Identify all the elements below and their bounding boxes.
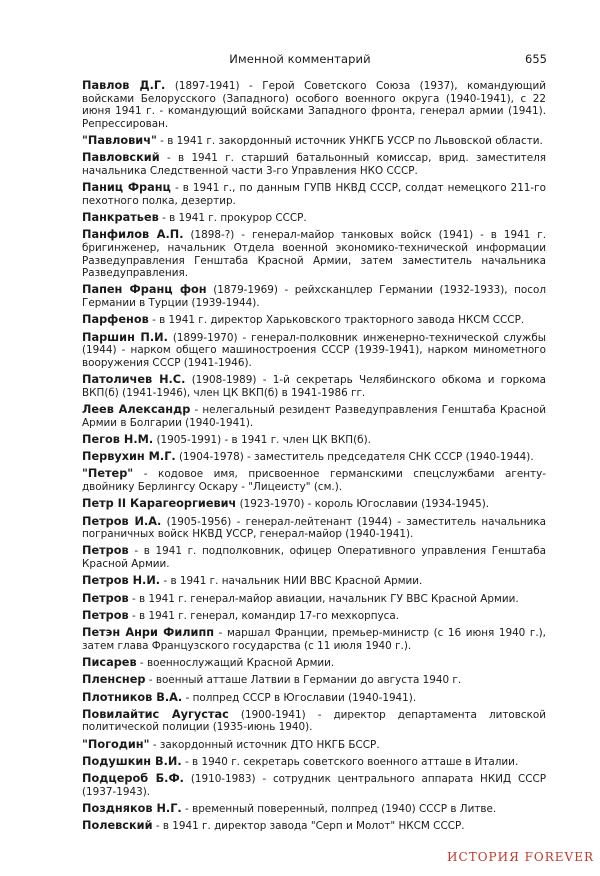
entry-name: "Погодин": [82, 737, 150, 751]
entry-name: Петров Н.И.: [82, 574, 161, 588]
commentary-entry: [82, 434, 546, 447]
entry-text: - в 1941 г. директор завода "Серп и Молот" НКСМ СССР.: [155, 820, 465, 833]
commentary-entry: [82, 374, 546, 399]
entry-name: Леев Александр: [82, 402, 191, 416]
entry-text: - в 1941 г. директор Харьковского тракторного завода НКСМ СССР.: [152, 314, 525, 327]
commentary-entry: [82, 451, 546, 464]
entry-name: "Петер": [82, 467, 134, 481]
commentary-entry: [82, 404, 546, 429]
commentary-entry: [82, 284, 546, 309]
entry-name: Петров: [82, 608, 129, 622]
commentary-entry: [82, 516, 546, 541]
site-watermark: ИСТОРИЯ FOREVER: [447, 850, 594, 864]
page-header: [0, 52, 600, 70]
commentary-entry: [82, 332, 546, 370]
entry-name: Паршин П.И.: [82, 330, 168, 344]
commentary-entry: [82, 575, 546, 588]
commentary-entry: [82, 314, 546, 327]
commentary-entry: [82, 627, 546, 652]
entry-text: (1900-1941) - директор департамента литовской политической полиции (1935-июнь 1940).: [82, 708, 546, 734]
commentary-entry: [82, 756, 546, 769]
entry-text: - в 1941 г. подполковник, офицер Оперативного управления Генштаба Красной Армии.: [82, 545, 546, 570]
entry-text: - в 1941 г., по данным ГУПВ НКВД СССР, солдат немецкого 211-го пехотного полка, дезертир.: [82, 182, 546, 207]
commentary-entry: [82, 498, 546, 511]
page-number: 655: [525, 52, 547, 66]
entry-name: Первухин М.Г.: [82, 450, 176, 464]
entry-text: - временный поверенный, полпред (1940) СССР в Литве.: [185, 803, 497, 816]
entry-text: - в 1941 г. генерал-майор авиации, начальник ГУ ВВС Красной Армии.: [131, 592, 519, 605]
entry-name: Повилайтис Аугустас: [82, 707, 229, 721]
commentary-entry: [82, 152, 546, 177]
entry-text: (1898-?) - генерал-майор танковых войск (1941) - в 1941 г. бригинженер, начальник Отдела военной экономико-технической информации Разведуправления Генштаба Красной Армии, затем заместитель начальника Разведуправления.: [82, 229, 546, 280]
entry-text: (1905-1956) - генерал-лейтенант (1944) - заместитель начальника пограничных войск НКВД УССР, генерал-майор (1940-1941).: [82, 515, 547, 541]
entry-text: - нелегальный резидент Разведуправления Генштаба Красной Армии в Болгарии (1940-1941).: [82, 403, 546, 429]
entry-text: - в 1941 г. начальник НИИ ВВС Красной Армии.: [163, 575, 423, 588]
entry-name: Плотников В.А.: [82, 690, 183, 704]
entry-text: (1923-1970) - король Югославии (1934-1945).: [239, 498, 490, 511]
entry-text: (1905-1991) - в 1941 г. член ЦК ВКП(б).: [156, 433, 371, 446]
entry-text: (1899-1970) - генерал-полковник инженерно-технической службы (1944) - нарком общего машиностроения СССР (1939-1941), нарком минометного вооружения СССР (1941-1946).: [82, 331, 546, 369]
entry-name: Папен Франц фон: [82, 283, 207, 297]
commentary-entry: [82, 545, 546, 570]
commentary-entry: [82, 657, 546, 670]
commentary-entry: [82, 610, 546, 623]
entry-name: Полевский: [82, 819, 153, 833]
entry-name: Пегов Н.М.: [82, 432, 154, 446]
commentary-entry: [82, 773, 546, 798]
entry-text: (1879-1969) - рейхсканцлер Германии (1932-1933), посол Германии в Турции (1939-1944).: [82, 284, 546, 310]
entry-name: Панкратьев: [82, 211, 159, 225]
commentary-entry: [82, 593, 546, 606]
entry-text: - в 1941 г. генерал, командир 17-го мехкорпуса.: [131, 609, 400, 622]
entry-name: Паниц Франц: [82, 181, 171, 195]
commentary-entry: [82, 820, 546, 833]
commentary-entry: [82, 674, 546, 687]
entry-text: - кодовое имя, присвоенное германскими спецслужбами агенту-двойнику Берлингсу Оскару - "Лицеисту" (см.).: [82, 468, 546, 493]
running-title: Именной комментарий: [229, 52, 371, 66]
entry-text: - полпред СССР в Югославии (1940-1941).: [185, 691, 417, 704]
entry-text: - маршал Франции, премьер-министр (с 16 июня 1940 г.), затем глава Французского государства (с 11 июля 1940 г.).: [82, 627, 546, 652]
entry-text: - в 1941 г. закордонный источник УНКГБ УССР по Львовской области.: [160, 135, 543, 148]
entry-text: - в 1941 г. прокурор СССР.: [162, 212, 307, 225]
entry-name: "Павлович": [82, 134, 157, 148]
entry-text: (1897-1941) - Герой Советского Союза (1937), командующий войсками Белорусского (Западного) особого военного округа (1940-1941), с 22 июня 1941 г. - командующий войсками Западного фронта, генерал армии (1941). Репрессирован.: [82, 80, 547, 130]
commentary-entry: [82, 692, 546, 705]
entry-name: Петр II Карагеоргиевич: [82, 497, 237, 511]
entry-text: (1910-1983) - сотрудник центрального аппарата НКИД СССР (1937-1943).: [82, 773, 546, 798]
entry-name: Петров: [82, 591, 129, 605]
entry-name: Петров: [82, 544, 129, 558]
entry-text: - в 1940 г. секретарь советского военного атташе в Италии.: [184, 756, 519, 768]
commentary-entry: [82, 182, 546, 207]
commentary-entry: [82, 135, 546, 148]
entry-text: - военный атташе Латвии в Германии до августа 1940 г.: [148, 674, 462, 687]
entry-text: (1908-1989) - 1-й секретарь Челябинского обкома и горкома ВКП(б) (1941-1946), член ЦК ВКП(б) в 1941-1986 гг.: [82, 374, 546, 399]
commentary-entry: [82, 739, 546, 752]
entry-name: Панфилов А.П.: [82, 228, 184, 242]
commentary-entry: [82, 709, 546, 734]
commentary-entry: [82, 229, 546, 279]
entry-name: Подушкин В.И.: [82, 755, 182, 768]
entry-text: (1904-1978) - заместитель председателя СНК СССР (1940-1944).: [179, 451, 534, 464]
entry-name: Петэн Анри Филипп: [82, 626, 215, 640]
entry-name: Подцероб Б.Ф.: [82, 772, 184, 786]
entry-name: Писарев: [82, 656, 137, 669]
entry-name: Павловский: [82, 151, 160, 165]
commentary-entry: [82, 468, 546, 493]
commentary-entry: [82, 212, 546, 225]
entry-name: Патоличев Н.С.: [82, 373, 186, 387]
entry-name: Павлов Д.Г.: [82, 79, 166, 92]
entry-text: - закордонный источник ДТО НКГБ БССР.: [152, 738, 380, 751]
entry-text: - в 1941 г. старший батальонный комиссар, врид. заместителя начальника Следственной части 3-го Управления НКО СССР.: [82, 152, 546, 177]
entry-text: - военнослужащий Красной Армии.: [139, 657, 335, 669]
entry-name: Поздняков Н.Г.: [82, 802, 182, 816]
entry-name: Пленснер: [82, 673, 146, 687]
entry-name: Парфенов: [82, 313, 149, 327]
entry-name: Петров И.А.: [82, 514, 162, 528]
commentary-entry: [82, 803, 546, 816]
commentary-entry: [82, 80, 546, 130]
name-commentary-list: [82, 80, 546, 838]
